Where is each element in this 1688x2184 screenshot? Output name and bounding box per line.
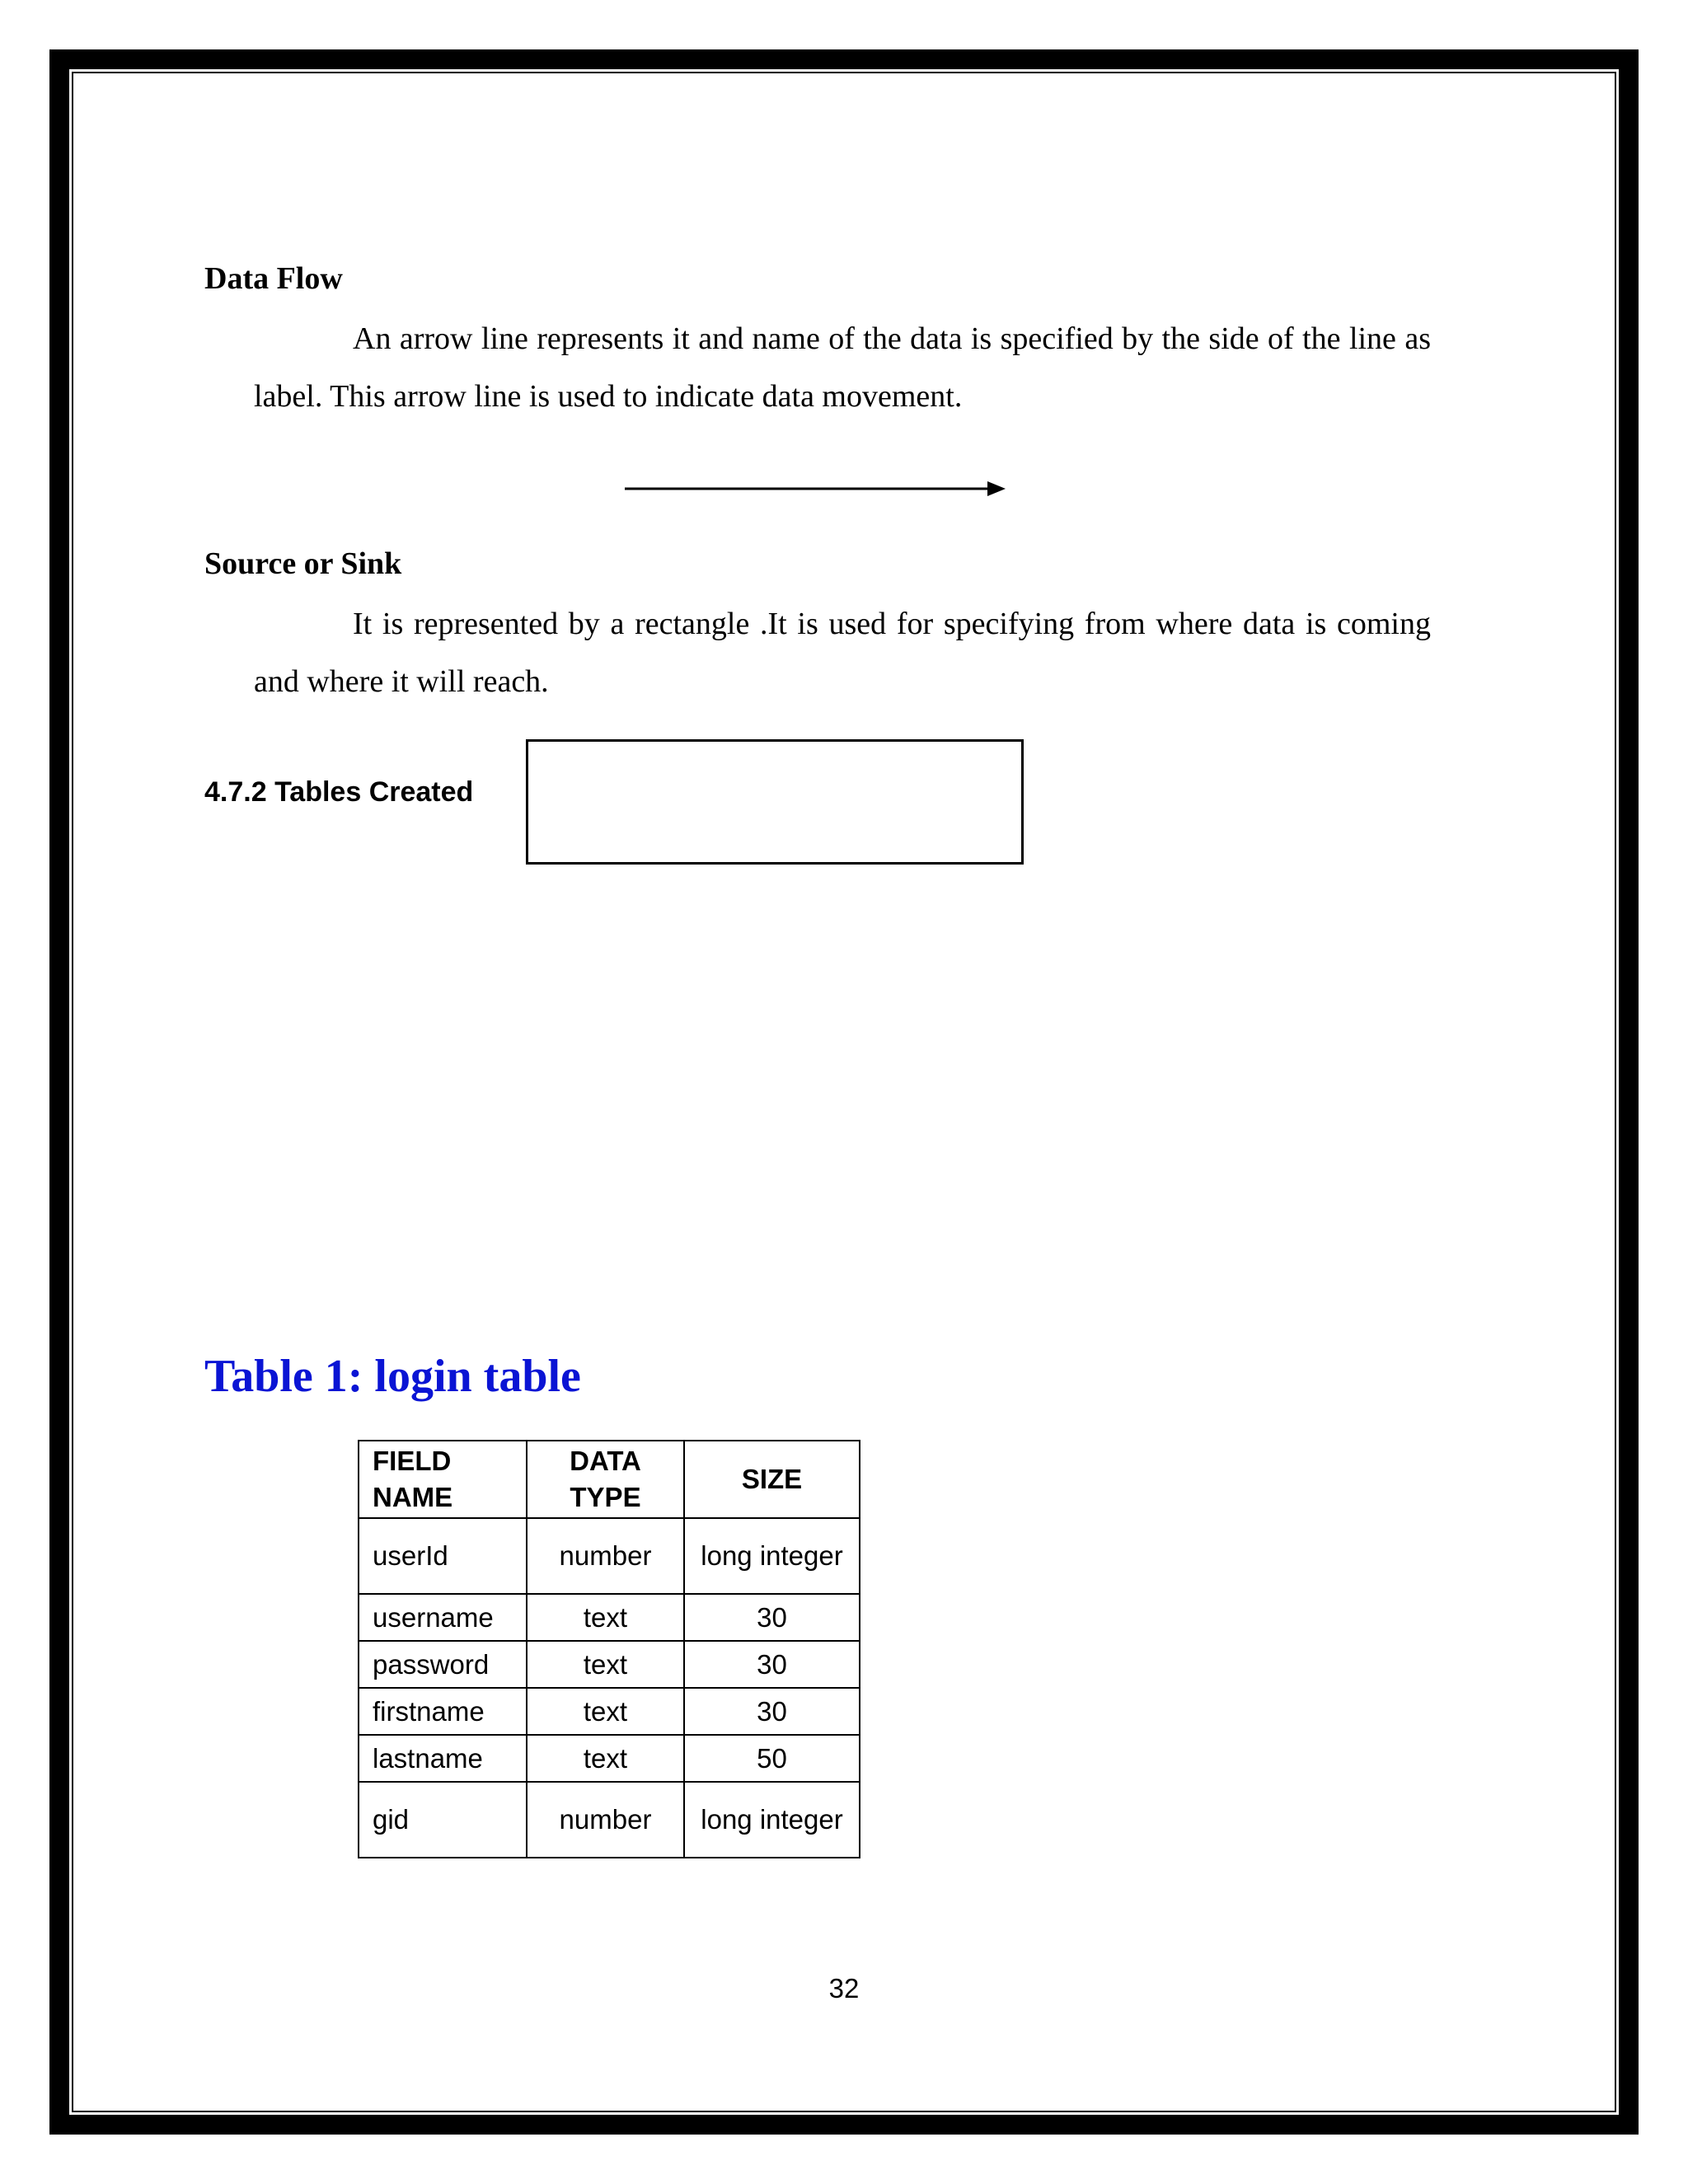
- source-or-sink-heading: Source or Sink: [204, 546, 402, 581]
- table-header-row: [359, 1441, 860, 1518]
- field-name-cell: username: [359, 1594, 527, 1641]
- size-cell: long integer: [684, 1518, 860, 1594]
- table-row: [359, 1688, 860, 1735]
- data-type-cell: text: [527, 1594, 684, 1641]
- data-flow-heading: Data Flow: [204, 261, 343, 296]
- column-header-data-type: DATA TYPE: [527, 1441, 684, 1518]
- data-type-cell: number: [527, 1518, 684, 1594]
- column-header-size: SIZE: [684, 1441, 860, 1518]
- table-caption: Table 1: login table: [204, 1351, 581, 1402]
- data-flow-arrow-symbol: [625, 478, 1006, 499]
- table-row: [359, 1518, 860, 1594]
- table-row: [359, 1641, 860, 1688]
- table-row: [359, 1594, 860, 1641]
- table-row: [359, 1782, 860, 1858]
- tables-created-heading: 4.7.2 Tables Created: [204, 776, 474, 808]
- size-cell: 30: [684, 1688, 860, 1735]
- data-type-cell: text: [527, 1688, 684, 1735]
- size-cell: 50: [684, 1735, 860, 1782]
- table-row: [359, 1735, 860, 1782]
- field-name-cell: gid: [359, 1782, 527, 1858]
- field-name-cell: lastname: [359, 1735, 527, 1782]
- login-table: [358, 1440, 860, 1858]
- field-name-cell: userId: [359, 1518, 527, 1594]
- size-cell: 30: [684, 1641, 860, 1688]
- column-header-field-name: FIELD NAME: [359, 1441, 527, 1518]
- data-type-cell: number: [527, 1782, 684, 1858]
- data-flow-paragraph: An arrow line represents it and name of the data is specified by the side of the line as label. This arrow line is used to indicate data movement.: [254, 321, 1431, 414]
- size-cell: 30: [684, 1594, 860, 1641]
- source-sink-rectangle-symbol: [526, 739, 1024, 865]
- source-or-sink-paragraph: It is represented by a rectangle .It is used for specifying from where data is coming and where it will reach.: [254, 607, 1431, 699]
- data-type-cell: text: [527, 1735, 684, 1782]
- page-number: 32: [828, 1973, 860, 2004]
- field-name-cell: password: [359, 1641, 527, 1688]
- field-name-cell: firstname: [359, 1688, 527, 1735]
- data-type-cell: text: [527, 1641, 684, 1688]
- size-cell: long integer: [684, 1782, 860, 1858]
